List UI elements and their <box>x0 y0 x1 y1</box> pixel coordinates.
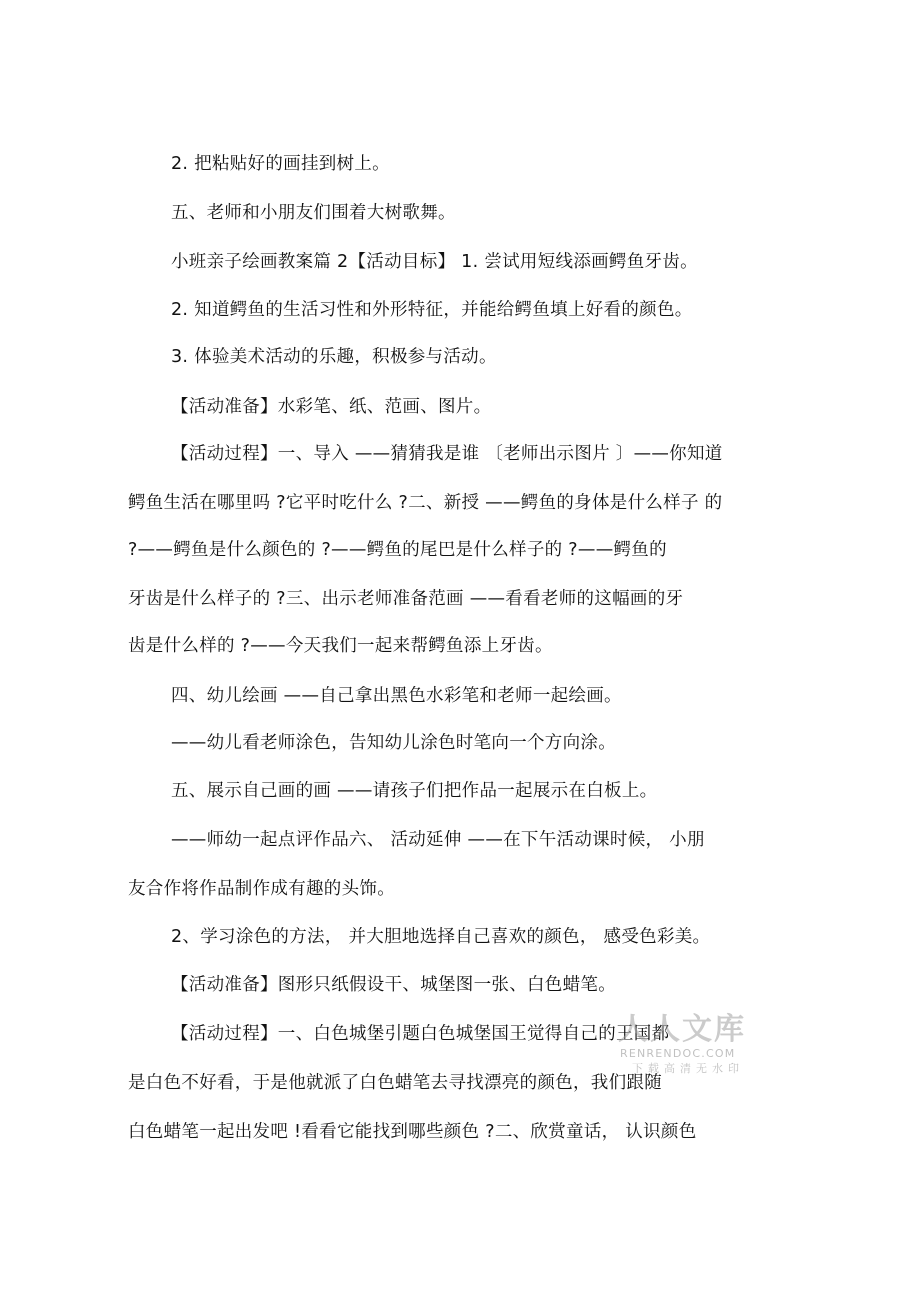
text-line: 四、幼儿绘画 ——自己拿出黑色水彩笔和老师一起绘画。 <box>171 686 622 706</box>
text-line: 五、展示自己画的画 ——请孩子们把作品一起展示在白板上。 <box>171 781 658 801</box>
text-line: 是白色不好看，于是他就派了白色蜡笔去寻找漂亮的颜色，我们跟随 <box>128 1073 662 1093</box>
text-line: 【活动过程】一、导入 ——猜猜我是谁 〔老师出示图片 〕——你知道 <box>171 444 723 464</box>
text-line: 2. 把粘贴好的画挂到树上。 <box>171 154 390 174</box>
text-line: 【活动准备】图形只纸假设干、城堡图一张、白色蜡笔。 <box>171 975 616 995</box>
watermark-logo: 人人文库 <box>618 1012 746 1047</box>
text-line: 牙齿是什么样子的 ?三、出示老师准备范画 ——看看老师的这幅画的牙 <box>128 589 684 609</box>
text-line: 白色蜡笔一起出发吧 !看看它能找到哪些颜色 ?二、欣赏童话， 认识颜色 <box>128 1122 697 1142</box>
text-line: ——幼儿看老师涂色，告知幼儿涂色时笔向一个方向涂。 <box>171 733 616 753</box>
watermark <box>618 1012 778 1082</box>
text-line: 五、老师和小朋友们围着大树歌舞。 <box>171 203 456 223</box>
text-line: 小班亲子绘画教案篇 2【活动目标】 1. 尝试用短线添画鳄鱼牙齿。 <box>171 252 698 272</box>
text-line: 【活动过程】一、白色城堡引题白色城堡国王觉得自己的王国都 <box>171 1024 670 1044</box>
text-line: 3. 体验美术活动的乐趣，积极参与活动。 <box>171 347 497 367</box>
watermark-tagline: 下载高清无水印 <box>632 1062 744 1075</box>
text-line: 【活动准备】水彩笔、纸、范画、图片。 <box>171 397 492 417</box>
text-line: 2. 知道鳄鱼的生活习性和外形特征，并能给鳄鱼填上好看的颜色。 <box>171 300 693 320</box>
text-line: ——师幼一起点评作品六、 活动延伸 ——在下午活动课时候， 小朋 <box>171 830 705 850</box>
watermark-url: RENRENDOC.COM <box>620 1047 736 1060</box>
text-line: 2、学习涂色的方法， 并大胆地选择自己喜欢的颜色， 感受色彩美。 <box>171 927 711 947</box>
text-line: 齿是什么样的 ?——今天我们一起来帮鳄鱼添上牙齿。 <box>128 636 553 656</box>
text-line: 鳄鱼生活在哪里吗 ?它平时吃什么 ?二、新授 ——鳄鱼的身体是什么样子 的 <box>128 493 723 513</box>
text-line: 友合作将作品制作成有趣的头饰。 <box>128 879 395 899</box>
text-line: ?——鳄鱼是什么颜色的 ?——鳄鱼的尾巴是什么样子的 ?——鳄鱼的 <box>128 540 667 560</box>
